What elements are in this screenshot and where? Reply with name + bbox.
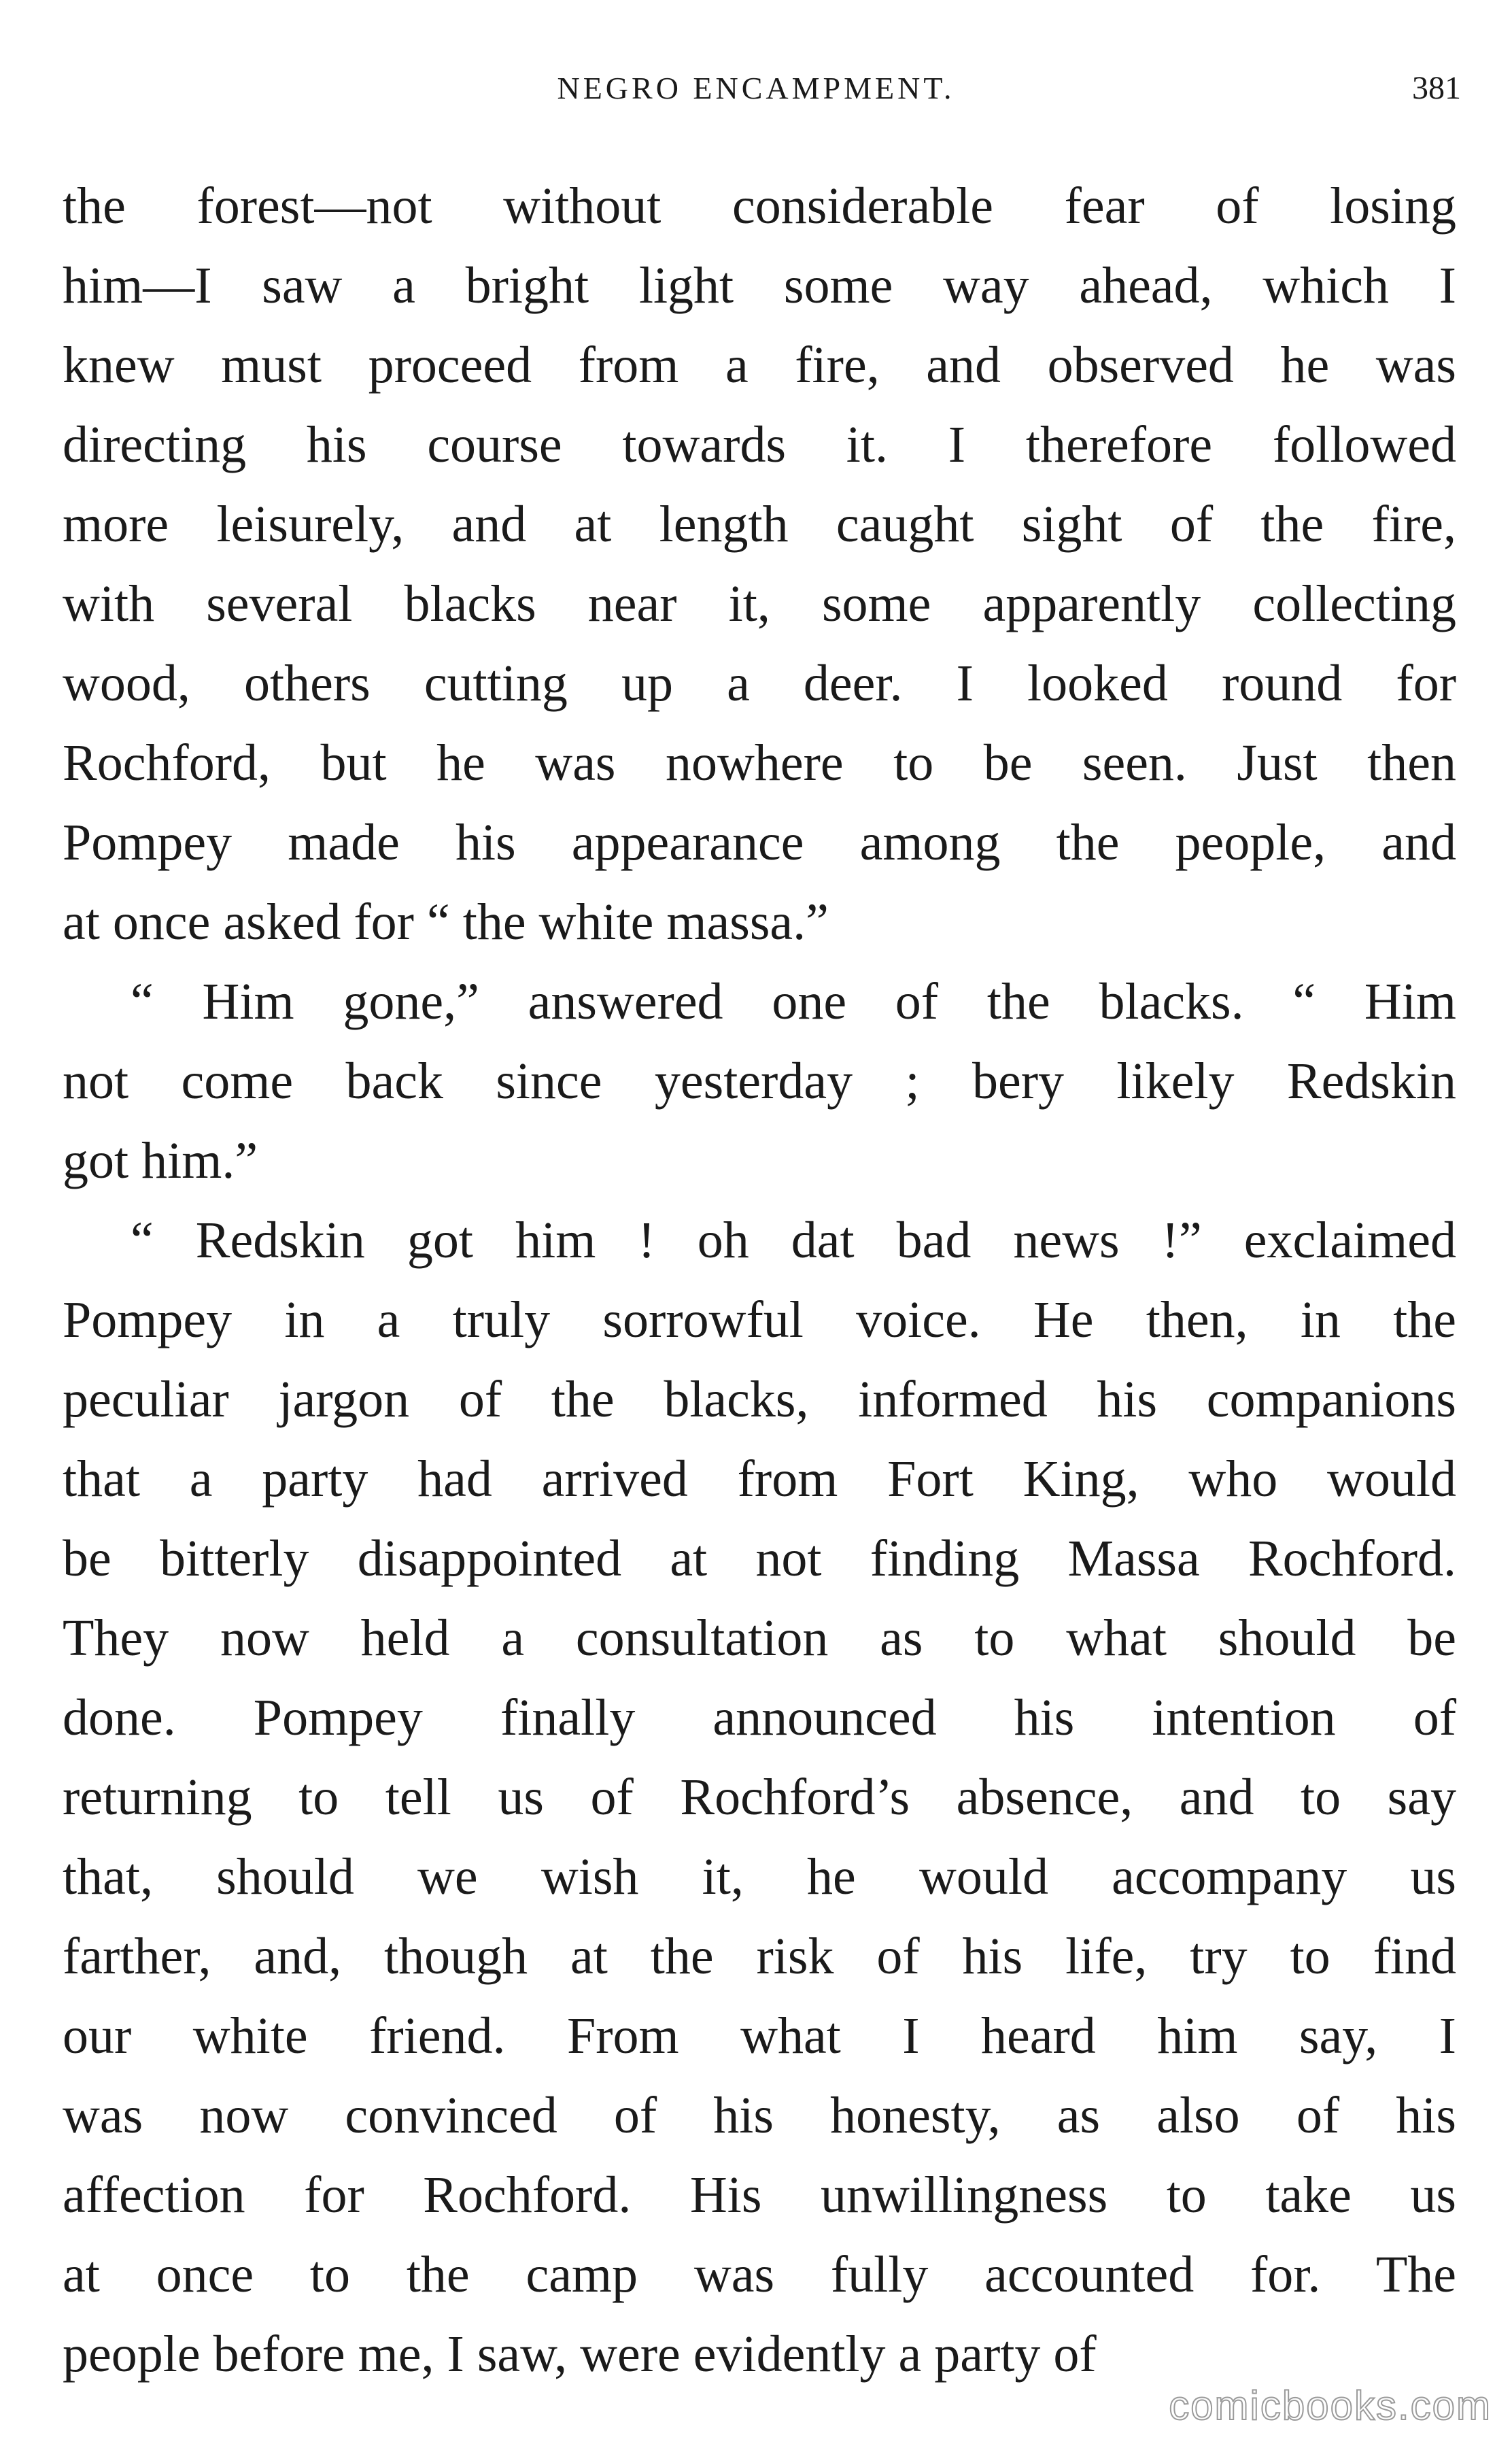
text-line: done. Pompey finally announced his intention of (63, 1689, 1456, 1746)
text-line: wood, others cutting up a deer. I looked round for (63, 655, 1456, 712)
paragraph (63, 1201, 1456, 2394)
text-line: Rochford, but he was nowhere to be seen. Just then (63, 734, 1456, 792)
text-line: returning to tell us of Rochford’s absence, and to say (63, 1769, 1456, 1826)
page-number: 381 (1412, 70, 1461, 106)
text-line: him—I saw a bright light some way ahead, which I (63, 257, 1456, 314)
text-line: “ Redskin got him ! oh dat bad news !” exclaimed (131, 1212, 1456, 1269)
text-line: affection for Rochford. His unwillingness to take us (63, 2166, 1456, 2224)
paragraph (63, 962, 1456, 1201)
text-line: farther, and, though at the risk of his life, try to find (63, 1928, 1456, 1985)
text-line: that, should we wish it, he would accompany us (63, 1848, 1456, 1905)
text-line: was now convinced of his honesty, as also of his (63, 2087, 1456, 2144)
text-line: “ Him gone,” answered one of the blacks. “ Him (131, 973, 1456, 1030)
text-line: directing his course towards it. I therefore followed (63, 416, 1456, 473)
text-line: got him.” (63, 1132, 258, 1189)
text-line: our white friend. From what I heard him say, I (63, 2007, 1456, 2064)
text-line: the forest—not without considerable fear of losing (63, 177, 1456, 235)
text-line: at once asked for “ the white massa.” (63, 894, 829, 951)
text-line: Pompey made his appearance among the people, and (63, 814, 1456, 871)
text-line: Pompey in a truly sorrowful voice. He then, in the (63, 1291, 1456, 1348)
watermark: comicbooks.com (1169, 2383, 1492, 2428)
running-head (0, 65, 1512, 112)
text-line: be bitterly disappointed at not finding Massa Rochford. (63, 1530, 1456, 1587)
text-line: with several blacks near it, some apparently collecting (63, 575, 1456, 632)
paragraph (63, 167, 1456, 962)
text-line: at once to the camp was fully accounted for. The (63, 2246, 1456, 2303)
text-line: more leisurely, and at length caught sight of the fire, (63, 496, 1456, 553)
text-line: knew must proceed from a fire, and observed he was (63, 337, 1456, 394)
body-text (63, 167, 1456, 2394)
running-title: NEGRO ENCAMPMENT. (557, 71, 955, 105)
text-line: people before me, I saw, were evidently a party of (63, 2326, 1097, 2383)
text-line: that a party had arrived from Fort King, who would (63, 1450, 1456, 1508)
text-line: They now held a consultation as to what should be (63, 1610, 1456, 1667)
text-line: peculiar jargon of the blacks, informed his companions (63, 1371, 1456, 1428)
text-line: not come back since yesterday ; bery likely Redskin (63, 1053, 1456, 1110)
